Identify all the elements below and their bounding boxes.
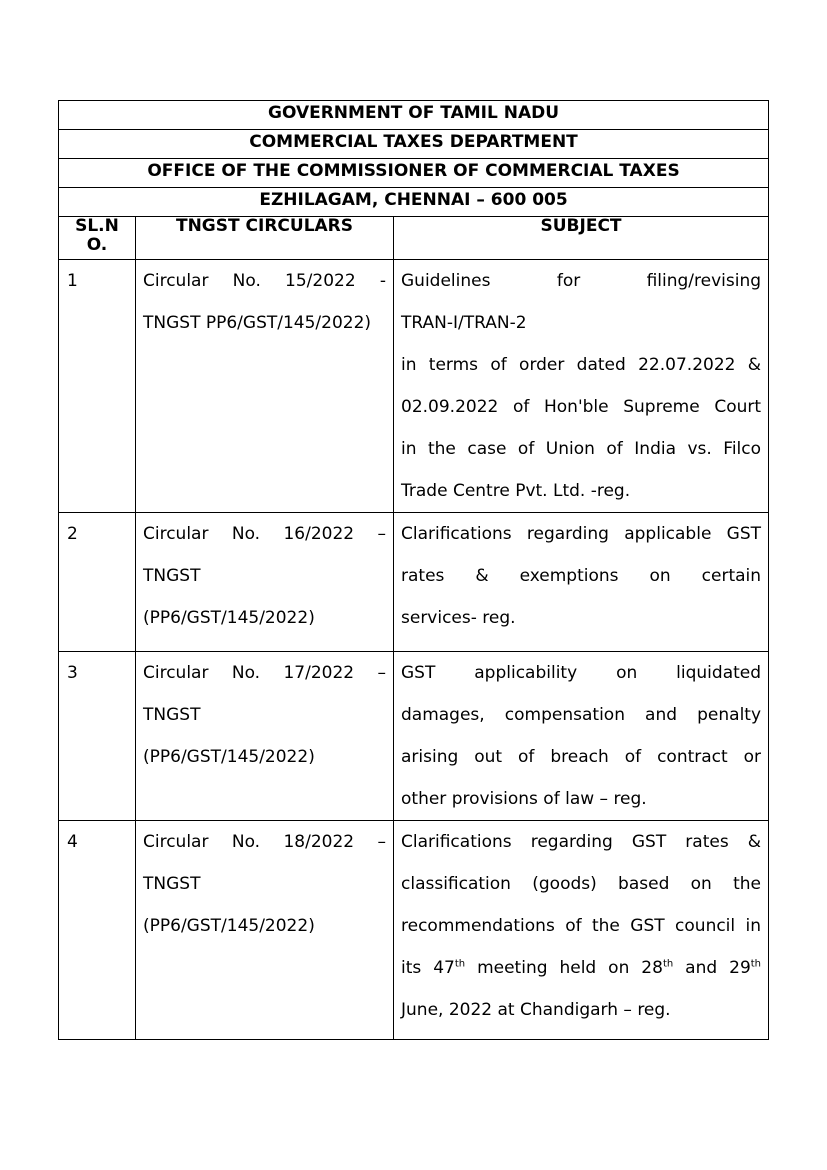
circular-line: (PP6/GST/145/2022) — [143, 747, 315, 767]
header-address: EZHILAGAM, CHENNAI – 600 005 — [59, 188, 769, 217]
row-slno: 2 — [59, 513, 136, 652]
table-row — [59, 652, 769, 821]
header-department: COMMERCIAL TAXES DEPARTMENT — [59, 130, 769, 159]
subject-line: other provisions of law – reg. — [401, 789, 647, 809]
row-circular — [136, 821, 394, 1040]
header-government: GOVERNMENT OF TAMIL NADU — [59, 101, 769, 130]
subject-line: its 47th meeting held on 28th and 29th — [401, 958, 762, 978]
row-slno: 4 — [59, 821, 136, 1040]
row-slno: 1 — [59, 260, 136, 513]
subject-line: services- reg. — [401, 608, 516, 628]
row-subject — [394, 513, 769, 652]
row-circular — [136, 652, 394, 821]
circular-line: TNGST PP6/GST/145/2022) — [143, 313, 372, 333]
circular-line: TNGST — [143, 566, 201, 586]
subject-line: rates & exemptions on certain — [401, 566, 762, 586]
row-subject — [394, 821, 769, 1040]
circular-line: Circular No. 16/2022 – — [143, 524, 386, 544]
row-slno: 3 — [59, 652, 136, 821]
column-header-slno: SL.NO. — [59, 217, 136, 260]
circulars-table — [58, 100, 769, 1040]
subject-line: damages, compensation and penalty — [401, 705, 762, 725]
circular-line: Circular No. 17/2022 – — [143, 663, 386, 683]
subject-line: in terms of order dated 22.07.2022 & — [401, 355, 762, 375]
column-header-subject: SUBJECT — [394, 217, 769, 260]
row-circular — [136, 513, 394, 652]
circular-line: Circular No. 18/2022 – — [143, 832, 386, 852]
subject-line: 02.09.2022 of Hon'ble Supreme Court — [401, 397, 762, 417]
circular-line: Circular No. 15/2022 - — [143, 271, 386, 291]
circular-line: TNGST — [143, 874, 201, 894]
circular-line: (PP6/GST/145/2022) — [143, 916, 315, 936]
row-subject — [394, 652, 769, 821]
subject-line: GST applicability on liquidated — [401, 663, 762, 683]
subject-line: in the case of Union of India vs. Filco — [401, 439, 762, 459]
table-row — [59, 513, 769, 652]
subject-line: recommendations of the GST council in — [401, 916, 762, 936]
subject-line: arising out of breach of contract or — [401, 747, 762, 767]
table-row — [59, 821, 769, 1040]
subject-line: classification (goods) based on the — [401, 874, 762, 894]
subject-line: June, 2022 at Chandigarh – reg. — [401, 1000, 671, 1020]
subject-line: Trade Centre Pvt. Ltd. -reg. — [401, 481, 631, 501]
header-office: OFFICE OF THE COMMISSIONER OF COMMERCIAL TAXES — [59, 159, 769, 188]
column-header-circulars: TNGST CIRCULARS — [136, 217, 394, 260]
circular-line: TNGST — [143, 705, 201, 725]
subject-line: Clarifications regarding GST rates & — [401, 832, 762, 852]
row-subject — [394, 260, 769, 513]
subject-line: Guidelines for filing/revising — [401, 271, 762, 291]
subject-line: Clarifications regarding applicable GST — [401, 524, 762, 544]
row-circular — [136, 260, 394, 513]
subject-line: TRAN-I/TRAN-2 — [401, 313, 527, 333]
table-row — [59, 260, 769, 513]
circular-line: (PP6/GST/145/2022) — [143, 608, 315, 628]
